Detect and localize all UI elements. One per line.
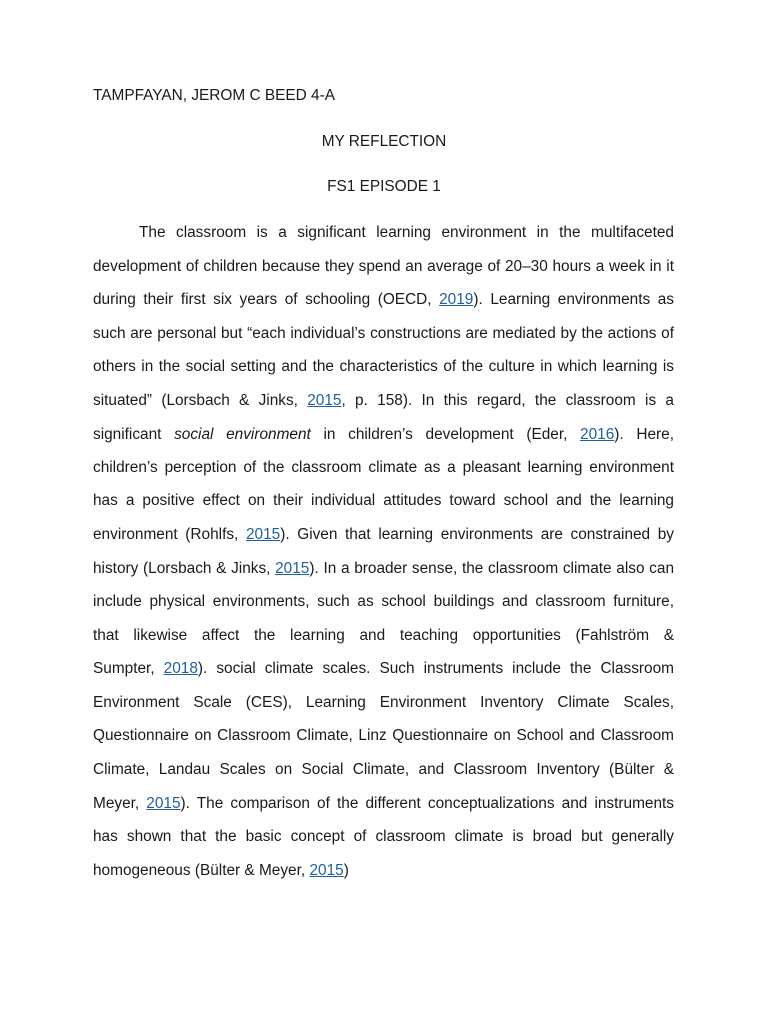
text-span: in children’s development (Eder, [310,426,581,443]
document-title: MY REFLECTION [321,133,447,150]
citation-link[interactable]: 2016 [580,426,615,443]
text-span: environment (Rohlfs, [93,526,246,543]
paragraph-line [93,559,674,579]
paragraph-line: Environment Scale (CES), Learning Environment Inventory Climate Scales, [93,694,674,711]
paragraph-line: Climate, Landau Scales on Social Climate, and Classroom Inventory (Bülter & [93,761,674,778]
text-span: ). Given that learning environments are constrained by [280,526,674,543]
citation-link[interactable]: 2015 [309,862,344,879]
paragraph-line: such are personal but “each individual’s constructions are mediated by the actions of [93,325,674,342]
citation-link[interactable]: 2015 [275,560,310,577]
paragraph-line [93,290,674,310]
citation-link[interactable]: 2015 [146,795,181,812]
paragraph-line [93,525,674,545]
text-span: homogeneous (Bülter & Meyer, [93,862,310,879]
text-span: situated” (Lorsbach & Jinks, [93,392,308,409]
citation-link[interactable]: 2015 [307,392,342,409]
italic-text: social environment [174,426,311,443]
text-span: history (Lorsbach & Jinks, [93,560,276,577]
paragraph-line: others in the social setting and the characteristics of the culture in which learning is [93,358,674,375]
text-span: significant [93,426,175,443]
citation-link[interactable]: 2018 [163,660,198,677]
text-span: , p. 158). In this regard, the classroom is a [341,392,674,409]
text-span: ). Learning environments as [473,291,674,308]
citation-link[interactable]: 2015 [245,526,281,543]
text-span: ). In a broader sense, the classroom climate also can [309,560,675,577]
paragraph-line: development of children because they spend an average of 20–30 hours a week in it [93,258,674,275]
citation-link[interactable]: 2019 [439,291,474,308]
text-span: ). Here, [614,426,674,443]
paragraph-line: has shown that the basic concept of classroom climate is broad but generally [93,828,674,845]
paragraph-line: that likewise affect the learning and teaching opportunities (Fahlström & [93,627,674,644]
paragraph-line [93,861,674,881]
paragraph-line: The classroom is a significant learning environment in the multifaceted [139,224,674,241]
author-line: TAMPFAYAN, JEROM C BEED 4-A [93,87,336,104]
paragraph-line [93,659,674,679]
paragraph-line [93,391,674,411]
text-span: Meyer, [93,795,147,812]
paragraph-line [93,425,674,445]
paragraph-line: children’s perception of the classroom climate as a pleasant learning environment [93,459,674,476]
paragraph-line [93,794,674,814]
text-span: ) [343,862,349,879]
text-span: Sumpter, [93,660,164,677]
document-subtitle: FS1 EPISODE 1 [327,178,441,195]
paragraph-line: include physical environments, such as school buildings and classroom furniture, [93,593,674,610]
text-span: ). The comparison of the different conceptualizations and instruments [180,795,674,812]
text-span: during their first six years of schooling (OECD, [93,291,440,308]
text-span: ). social climate scales. Such instruments include the Classroom [197,660,674,677]
paragraph-line: Questionnaire on Classroom Climate, Linz Questionnaire on School and Classroom [93,727,674,744]
paragraph-line: has a positive effect on their individual attitudes toward school and the learning [93,492,674,509]
